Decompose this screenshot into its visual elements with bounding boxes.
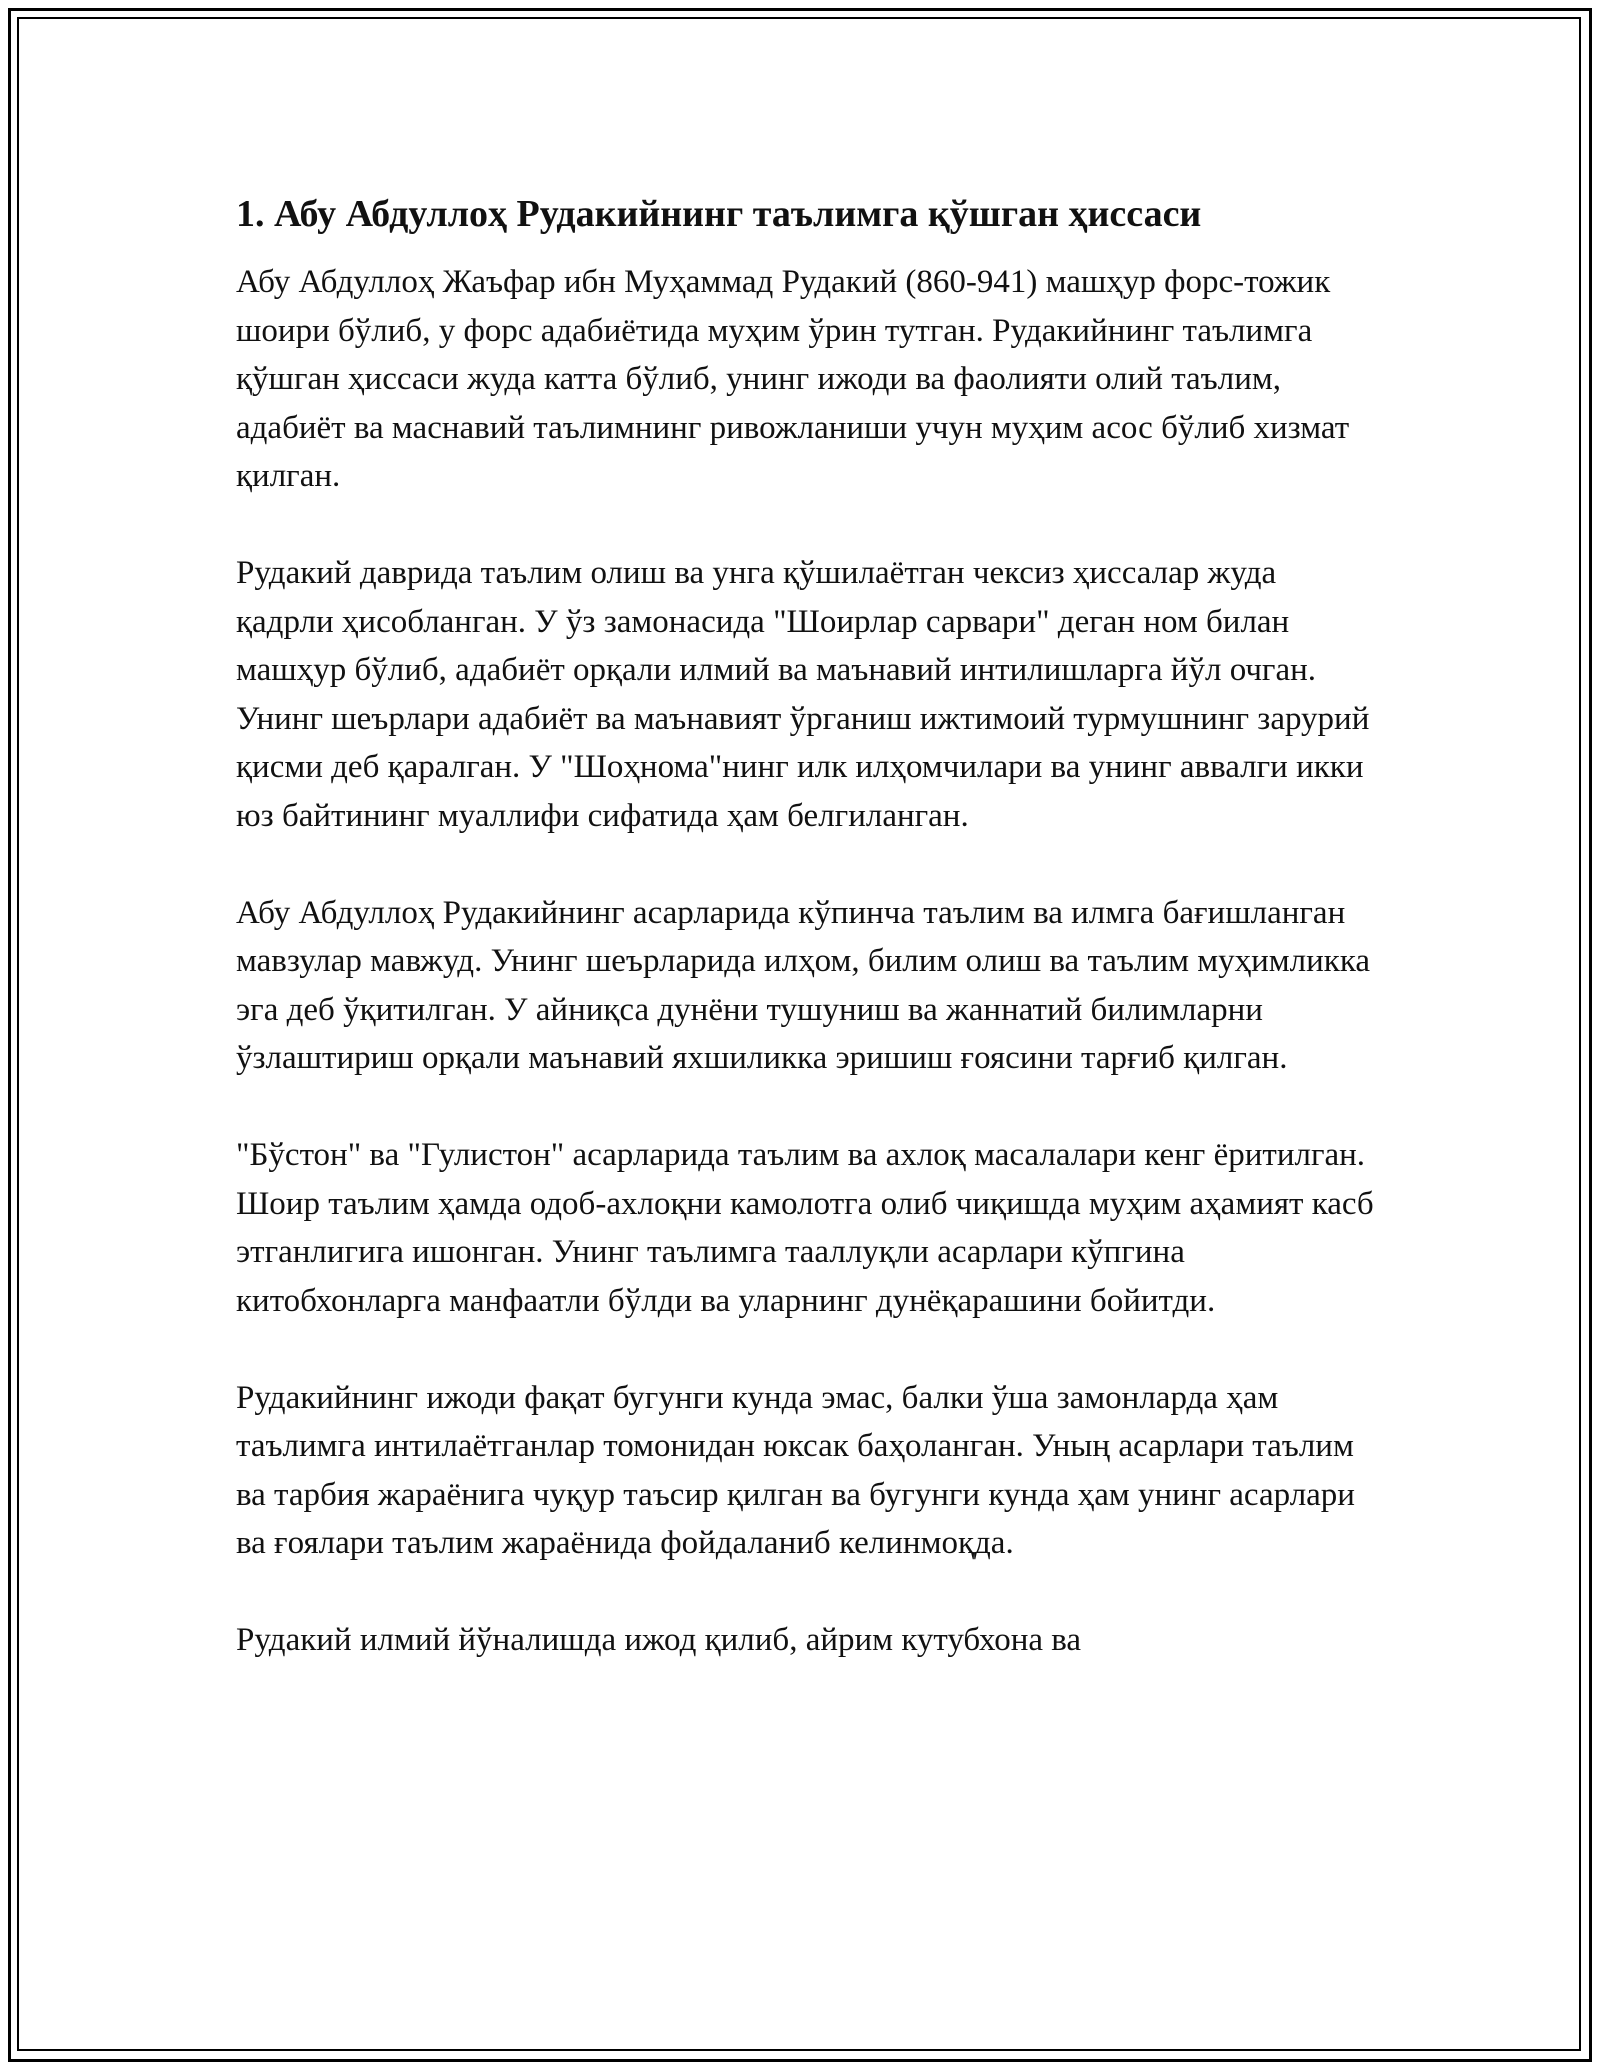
paragraph-3: Абу Абдуллоҳ Рудакийнинг асарларида кўпинча таълим ва илмга бағишланган мавзулар мавжуд. Унинг шеърларида илҳом, билим олиш ва таълим муҳимликка эга деб ўқитилган. У айниқса дунёни тушуниш ва жаннатий билимларни ўзлаштириш орқали маънавий яхшиликка эришиш ғоясини тарғиб қилган. [236,894,1371,1076]
paragraph-2: Рудакий даврида таълим олиш ва унга қўшилаётган чексиз ҳиссалар жуда қадрли ҳисобланган. У ўз замонасида "Шоирлар сарвари" деган ном билан машҳур бўлиб, адабиёт орқали илмий ва маънавий интилишларга йўл очган. Унинг шеърлари адабиёт ва маънавият ўрганиш ижтимоий турмушнинг зарурий қисми деб қаралган. У "Шоҳнома"нинг илк илҳомчилари ва унинг аввалги икки юз байтининг муаллифи сифатида ҳам белгиланган. [236,555,1370,834]
paragraph-5: Рудакийнинг ижоди фақат бугунги кунда эмас, балки ўша замонларда ҳам таълимга интилаётганлар томонидан юксак баҳоланган. Уның асарлари таълим ва тарбия жараёнига чуқур таъсир қилган ва бугунги кунда ҳам унинг асарлари ва ғоялари таълим жараёнида фойдаланиб келинмоқда. [236,1379,1355,1561]
paragraph-4: "Бўстон" ва "Гулистон" асарларида таълим ва ахлоқ масалалари кенг ёритилган. Шоир таълим ҳамда одоб-ахлоқни камолотга олиб чиқишда муҳим аҳамият касб этганлигига ишонган. Унинг таълимга тааллуқли асарлари кўпгина китобхонларга манфаатли бўлди ва уларнинг дунёқарашини бойитди. [236,1137,1374,1319]
section-heading: 1. Абу Абдуллоҳ Рудакийнинг таълимга қўшган ҳиссаси [236,193,1202,235]
paragraph-6: Рудакий илмий йўналишда ижод қилиб, айрим кутубхона ва [236,1622,1082,1658]
paragraph-1: Абу Абдуллоҳ Жаъфар ибн Муҳаммад Рудакий (860-941) машҳур форс-тожик шоири бўлиб, у форс адабиётида муҳим ўрин тутган. Рудакийнинг таълимга қўшган ҳиссаси жуда катта бўлиб, унинг ижоди ва фаолияти олий таълим, адабиёт ва маснавий таълимнинг ривожланиши учун муҳим асос бўлиб хизмат қилган. [236,264,1350,494]
document-body [236,186,1376,1665]
